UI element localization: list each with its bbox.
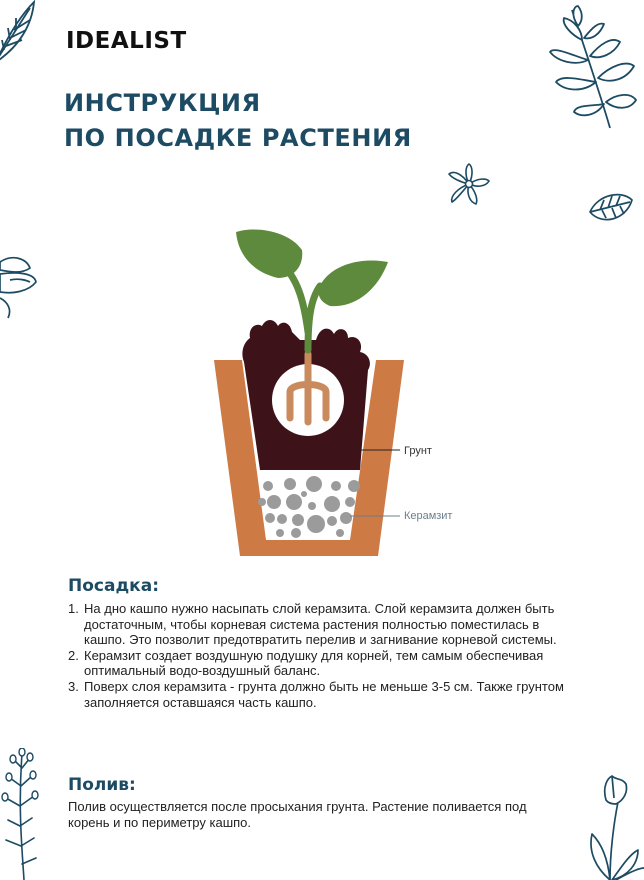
leaf-left (236, 229, 302, 278)
branch-decoration-bottom-left-icon (0, 748, 52, 880)
watering-heading: Полив: (68, 775, 136, 795)
planting-heading: Посадка: (68, 576, 159, 596)
page-title (64, 86, 412, 156)
fern-decoration-top-right-icon (540, 4, 644, 130)
step-number: 1. (68, 601, 79, 616)
clay-label: Керамзит (404, 510, 453, 522)
list-item (66, 601, 566, 648)
tulip-decoration-bottom-right-icon (580, 772, 644, 880)
brand-logo: IDEALIST (66, 28, 187, 54)
title-line-1: ИНСТРУКЦИЯ (64, 89, 261, 117)
flower-decoration-icon (446, 162, 492, 208)
step-text: Поверх слоя керамзита - грунта должно быть не меньше 3-5 см. Также грунтом заполняется оставшаяся часть кашпо. (84, 678, 564, 710)
planting-steps-list (66, 601, 566, 710)
list-item (66, 648, 566, 679)
pebbles (258, 476, 360, 538)
step-number: 2. (68, 647, 79, 663)
leaf-decoration-top-left-icon (0, 0, 40, 70)
soil-label: Грунт (404, 445, 432, 457)
leaf-right (318, 260, 388, 306)
leaf-decoration-right-icon (586, 190, 634, 230)
title-line-2: ПО ПОСАДКЕ РАСТЕНИЯ (64, 124, 412, 152)
list-item (66, 679, 566, 710)
plant-pot-illustration (200, 222, 416, 562)
flower-decoration-left-icon (0, 252, 40, 322)
step-text: На дно кашпо нужно насыпать слой керамзита. Слой керамзита должен быть достаточным, чтобы корневая система растения полностью поместилась в кашпо. Это позволит предотвратить перелив и загнивание корневой системы. (84, 601, 557, 648)
step-text: Керамзит создает воздушную подушку для корней, тем самым обеспечивая оптимальный водо-воздушный баланс. (84, 647, 544, 679)
watering-text: Полив осуществляется после просыхания грунта. Растение поливается под корень и по периметру кашпо. (68, 799, 527, 830)
step-number: 3. (68, 678, 79, 694)
